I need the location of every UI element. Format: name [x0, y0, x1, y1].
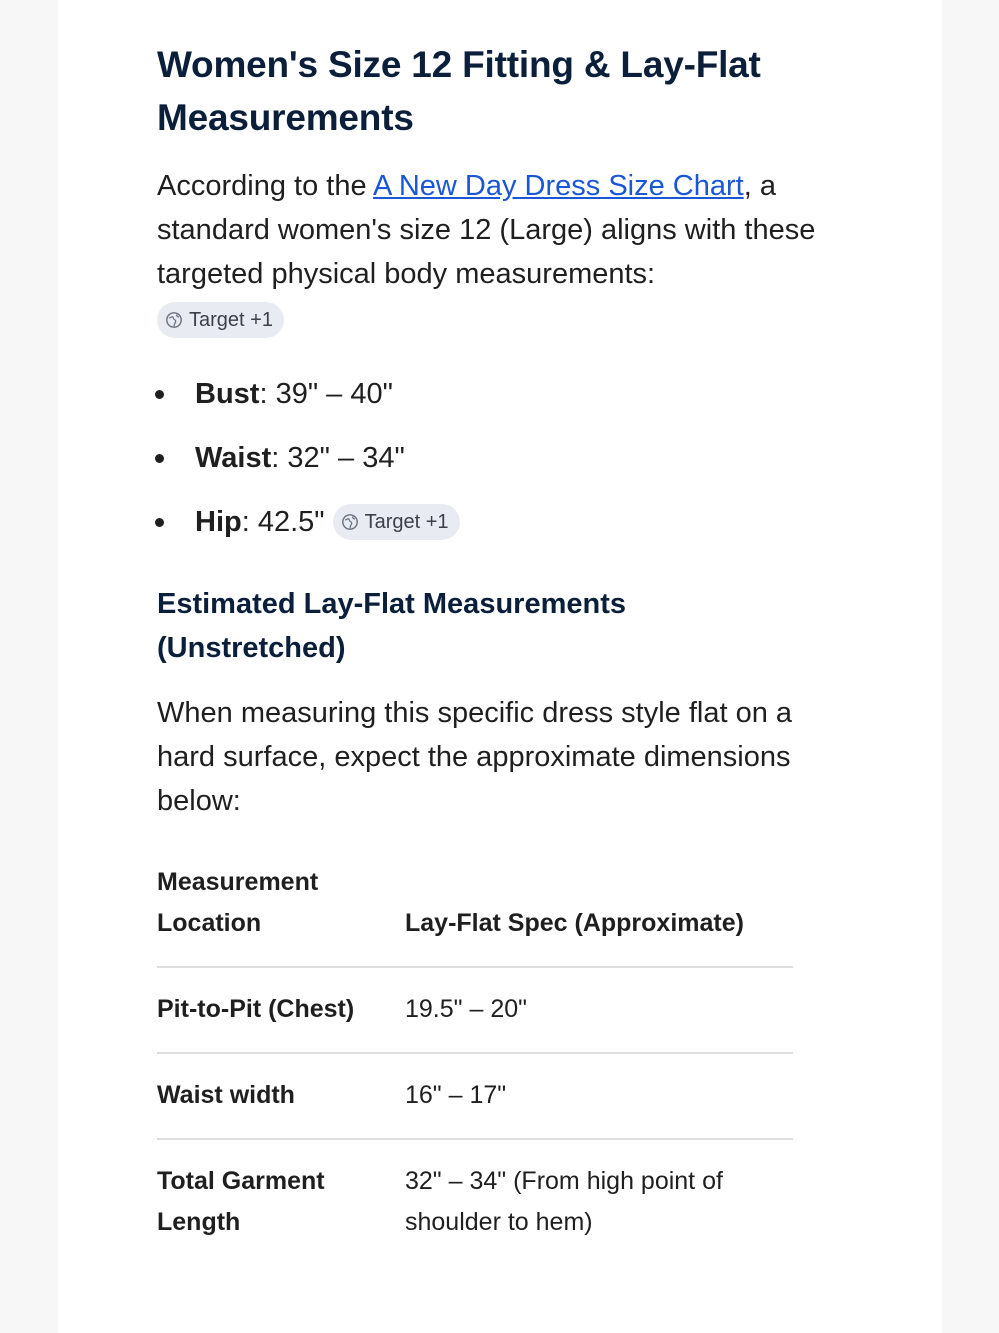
measurement-value: : 42.5": [241, 505, 325, 538]
table-cell-location: Total Garment Length: [157, 1167, 325, 1236]
source-chip[interactable]: [157, 302, 284, 338]
measurement-value: : 32" – 34": [271, 441, 405, 474]
measurement-label: Hip: [195, 505, 242, 538]
section-heading: Estimated Lay-Flat Measurements (Unstretched): [157, 588, 626, 664]
bullet-dot: [155, 454, 164, 463]
intro-text-after: , a standard women's size 12 (Large) aligns with these targeted physical body measurements:: [157, 170, 816, 290]
table-row: [157, 1053, 793, 1139]
list-item-waist: [157, 426, 847, 490]
source-chip-hip[interactable]: [333, 504, 460, 540]
intro-paragraph: [157, 164, 847, 296]
bullet-dot: [155, 390, 164, 399]
globe-icon: [165, 311, 183, 329]
page-title: Women's Size 12 Fitting & Lay-Flat Measurements: [157, 44, 761, 138]
measurement-value: : 39" – 40": [259, 377, 393, 410]
source-chip-label: Target +1: [364, 510, 449, 533]
table-cell-location: Waist width: [157, 1053, 405, 1139]
table-row: [157, 967, 793, 1053]
globe-icon: [341, 513, 359, 531]
list-item-bust: [157, 362, 847, 426]
table-cell-spec: 32" – 34" (From high point of shoulder to hem): [405, 1167, 723, 1236]
lay-flat-table: [157, 862, 793, 1265]
size-chart-link[interactable]: A New Day Dress Size Chart: [373, 170, 744, 202]
table-cell-spec: 19.5" – 20": [405, 967, 793, 1053]
column-header-location: Measurement Location: [157, 862, 405, 967]
table-cell-location: Pit-to-Pit (Chest): [157, 967, 405, 1053]
description-paragraph: When measuring this specific dress style flat on a hard surface, expect the approximate dimensions below:: [157, 697, 793, 817]
intro-text-before: According to the: [157, 170, 374, 202]
measurement-label: Bust: [195, 377, 260, 410]
bullet-dot: [155, 518, 164, 527]
table-cell-spec: 16" – 17": [405, 1053, 793, 1139]
body-measurements-list: [157, 362, 847, 554]
column-header-spec: Lay-Flat Spec (Approximate): [405, 862, 793, 967]
list-item-hip: [157, 490, 847, 554]
table-row: [157, 1139, 793, 1265]
measurement-label: Waist: [195, 441, 272, 474]
table-header-row: [157, 862, 793, 967]
source-chip-label: Target +1: [189, 308, 273, 331]
